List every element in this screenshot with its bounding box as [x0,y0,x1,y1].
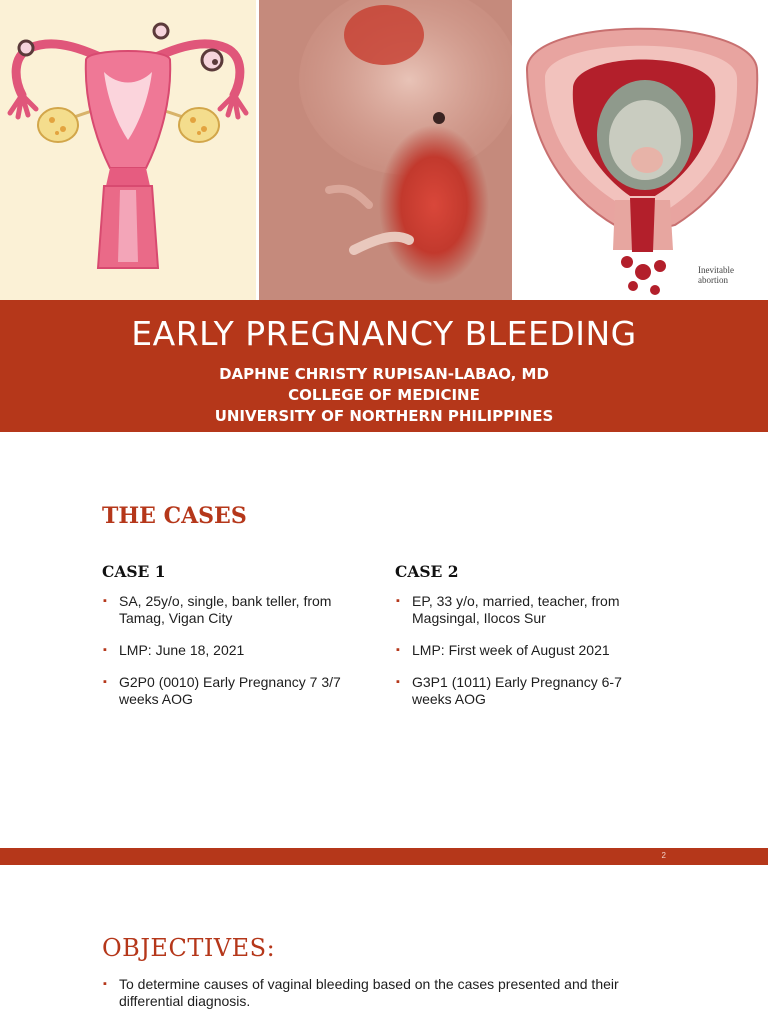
inevitable-abortion-illustration [515,0,768,300]
presenter-info [0,364,768,427]
college-name: COLLEGE OF MEDICINE [288,386,480,404]
presentation-title: EARLY PREGNANCY BLEEDING [131,314,637,353]
list-item [395,642,650,659]
list-item-text: To determine causes of vaginal bleeding based on the cases presented and their differential diagnosis. [119,976,619,1009]
bullet-icon: ▪ [103,676,107,688]
page-number: 2 [661,851,666,860]
uterus-anatomy-illustration [0,0,256,300]
case-2-bullets [395,593,650,708]
bullet-icon: ▪ [103,595,107,607]
university-name: UNIVERSITY OF NORTHERN PHILIPPINES [214,407,554,425]
bullet-icon: ▪ [396,644,400,656]
list-item [102,642,357,659]
case-1-title: CASE 1 [102,562,166,581]
list-item [102,674,357,708]
list-item-text: G3P1 (1011) Early Pregnancy 6-7 weeks AOG [412,674,622,707]
list-item-text: EP, 33 y/o, married, teacher, from Magsingal, Ilocos Sur [412,593,620,626]
bullet-icon: ▪ [103,978,107,990]
list-item-text: G2P0 (0010) Early Pregnancy 7 3/7 weeks AOG [119,674,341,707]
objectives-heading: OBJECTIVES: [102,934,276,962]
title-images-row [0,0,768,300]
image-caption-line2: abortion [697,275,728,285]
list-item-text: LMP: First week of August 2021 [412,642,610,658]
title-band [0,300,768,432]
bullet-icon: ▪ [103,644,107,656]
uterus-anatomy-image [0,0,256,300]
list-item [395,674,650,708]
bullet-icon: ▪ [396,595,400,607]
case-1-column [102,562,357,723]
inevitable-abortion-image [515,0,768,300]
bullet-icon: ▪ [396,676,400,688]
case-1-bullets [102,593,357,708]
embryo-photo [259,0,512,300]
embryo-image [259,0,512,300]
list-item [102,593,357,627]
case-2-column [395,562,650,723]
author-name: DAPHNE CHRISTY RUPISAN-LABAO, MD [219,365,549,383]
slide-footer-bar [0,848,768,865]
case-2-title: CASE 2 [395,562,459,581]
cases-heading: THE CASES [102,503,247,529]
image-caption-line1: Inevitable [697,265,734,275]
list-item [395,593,650,627]
list-item-text: SA, 25y/o, single, bank teller, from Tamag, Vigan City [119,593,332,626]
list-item-text: LMP: June 18, 2021 [119,642,245,658]
objectives-list [102,976,662,1010]
list-item [102,976,662,1010]
